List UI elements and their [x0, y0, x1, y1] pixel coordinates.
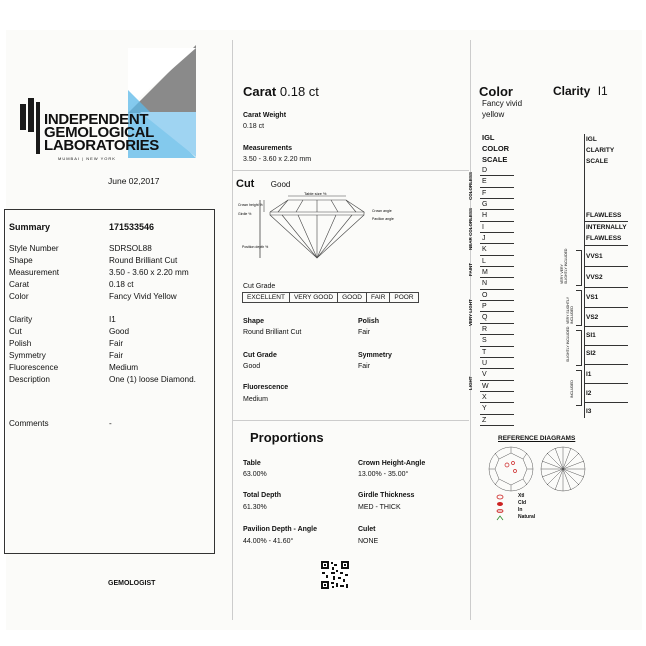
clarity-bracket: [576, 250, 582, 286]
clarity-divider: [584, 266, 628, 267]
color-grade: W: [480, 381, 514, 392]
clarity-group-label: SLIGHTLY INCLUDED: [566, 326, 570, 362]
legend-label: Cld: [518, 500, 527, 506]
color-group-label: LIGHT: [468, 376, 473, 390]
summary-label: Clarity: [9, 315, 33, 324]
color-grade: X: [480, 392, 514, 403]
logo-bar-1: [20, 104, 26, 130]
reference-diagrams: [485, 445, 605, 495]
color-grade: K: [480, 244, 514, 255]
carat-weight-value: 0.18 ct: [243, 123, 265, 130]
summary-label: Color: [9, 292, 29, 301]
color-grade: D: [480, 165, 514, 176]
color-scale-title: [482, 132, 509, 165]
crown-height-angle-label: Crown Height-Angle: [358, 460, 426, 467]
cut-heading-label: Cut: [236, 178, 255, 190]
logo-bar-3: [36, 102, 40, 154]
shape-label: Shape: [243, 318, 265, 325]
logo-sub: MUMBAI | NEW YORK: [58, 156, 116, 161]
clarity-divider: [584, 402, 628, 403]
cut-grade-label: Cut Grade: [243, 352, 277, 359]
symmetry-value: Fair: [358, 363, 371, 370]
fluorescence-value: Medium: [243, 396, 268, 403]
xtl-icon: [496, 494, 506, 500]
clarity-scale-title-line: IGL: [586, 136, 597, 143]
inclusion-mark: [505, 463, 509, 467]
color-grade: T: [480, 347, 514, 358]
color-value-line2: yellow: [482, 110, 505, 119]
color-grade: H: [480, 210, 514, 221]
measurements-value: 3.50 - 3.60 x 2.20 mm: [243, 156, 312, 163]
fluorescence-label: Fluorescence: [243, 384, 289, 391]
cld-icon: [496, 501, 506, 507]
summary-label: Description: [9, 375, 50, 384]
color-grade: R: [480, 324, 514, 335]
color-grade: Q: [480, 312, 514, 323]
color-group-label: COLORLESS: [468, 171, 473, 200]
color-group-label: FAINT: [468, 263, 473, 276]
girdle-thickness-label: Girdle Thickness: [358, 492, 415, 499]
summary-label: Measurement: [9, 268, 60, 277]
polish-value: Fair: [358, 329, 371, 336]
summary-label: Carat: [9, 280, 30, 289]
proportions-title: Proportions: [250, 430, 324, 445]
summary-value: Good: [109, 327, 130, 336]
clarity-scale-line: [584, 134, 585, 418]
clarity-scale-title: [586, 134, 614, 167]
clarity-grade: FLAWLESS: [586, 212, 622, 219]
report-number: 171533546: [109, 222, 155, 232]
logo-line-3: LABORATORIES: [44, 137, 160, 154]
summary-value: I1: [109, 315, 116, 324]
summary-value: One (1) loose Diamond.: [109, 375, 196, 384]
clarity-grade: VS1: [586, 294, 599, 301]
color-value-line1: Fancy vivid: [482, 99, 523, 108]
legend-label: Natural: [518, 514, 536, 520]
table-label: Table: [243, 460, 261, 467]
cut-grade-value: Good: [243, 363, 261, 370]
carat-heading: [243, 84, 319, 99]
comments-value: -: [109, 419, 112, 428]
clarity-scale-title-line: CLARITY: [586, 147, 615, 154]
summary-box: [4, 209, 215, 554]
clarity-bracket: [576, 290, 582, 326]
legend-label: In: [518, 507, 523, 513]
culet-value: NONE: [358, 538, 379, 545]
carat-heading-value: 0.18 ct: [279, 84, 319, 99]
cut-grade-option: GOOD: [338, 293, 367, 302]
clarity-divider: [584, 245, 628, 246]
total-depth-label: Total Depth: [243, 492, 281, 499]
clarity-heading: [553, 84, 608, 98]
inclusion-mark: [512, 462, 515, 465]
cut-grade-title: Cut Grade: [243, 283, 276, 290]
summary-value: Fair: [109, 351, 124, 360]
proportions-divider: [233, 420, 469, 421]
shape-value: Round Brilliant Cut: [243, 329, 302, 336]
clarity-scale-title-line: SCALE: [586, 158, 609, 165]
pavilion-depth-label: Position depth %: [242, 245, 269, 249]
summary-label: Cut: [9, 327, 22, 336]
summary-title: Summary: [9, 222, 51, 232]
summary-label: Symmetry: [9, 351, 46, 360]
summary-value: 3.50 - 3.60 x 2.20 mm: [109, 268, 189, 277]
cut-grade-scale: [242, 292, 419, 303]
clarity-grade: FLAWLESS: [586, 235, 622, 242]
girdle-outline: [270, 212, 364, 215]
divider-right: [470, 40, 471, 620]
pavilion-angle-label: Pavilion angle: [372, 217, 394, 221]
measurements-label: Measurements: [243, 145, 293, 152]
in-icon: [496, 508, 506, 514]
legend-label: Xtl: [518, 493, 525, 499]
clarity-divider: [584, 364, 628, 365]
clarity-bracket: [576, 370, 582, 406]
cut-grade-option: POOR: [394, 294, 414, 301]
divider-left: [232, 40, 233, 620]
summary-value: SDRSOL88: [109, 244, 152, 253]
pavilion-label: Pavilion Depth - Angle: [243, 526, 318, 533]
color-heading: Color: [479, 84, 513, 99]
cut-grade-option: VERY GOOD: [290, 293, 338, 302]
clarity-grade: I1: [586, 371, 592, 378]
color-grade: L: [480, 256, 514, 267]
clarity-grade: INTERNALLY: [586, 224, 627, 231]
summary-label: Shape: [9, 256, 33, 265]
clarity-divider: [584, 307, 628, 308]
cut-grade-option: FAIR: [367, 293, 390, 302]
pavilion-value: 44.00% - 41.60°: [243, 538, 294, 545]
summary-value: 0.18 ct: [109, 280, 134, 289]
color-scale: [480, 165, 514, 426]
comments-label: Comments: [9, 419, 49, 428]
color-grade: G: [480, 199, 514, 210]
table-value: 63.00%: [243, 471, 267, 478]
logo-bar-2: [28, 98, 34, 132]
summary-value: Fancy Vivid Yellow: [109, 292, 177, 301]
clarity-grade: SI2: [586, 350, 596, 357]
summary-value: Medium: [109, 363, 139, 372]
summary-label: Polish: [9, 339, 32, 348]
clarity-group-label: VERY VERY SLIGHTLY INCLUDED: [560, 248, 568, 284]
color-grade: U: [480, 358, 514, 369]
crown-angle-label: Crown angle: [372, 209, 392, 213]
clarity-grade: I3: [586, 408, 592, 415]
clarity-heading-value: I1: [597, 84, 608, 98]
cut-grade-option: EXCELLENT: [243, 293, 290, 302]
cut-divider: [233, 170, 469, 171]
crown-height-angle-value: 13.00% - 35.00°: [358, 471, 409, 478]
color-grade: P: [480, 301, 514, 312]
color-grade: M: [480, 267, 514, 278]
summary-label: Style Number: [9, 244, 59, 253]
polish-label: Polish: [358, 318, 380, 325]
crown-height-label: Crown height %: [238, 203, 263, 207]
symmetry-label: Symmetry: [358, 352, 392, 359]
clarity-grade: I2: [586, 390, 592, 397]
diamond-profile-diagram: [238, 190, 408, 270]
color-grade: S: [480, 335, 514, 346]
color-grade: F: [480, 188, 514, 199]
clarity-divider: [584, 383, 628, 384]
color-group-label: VERY LIGHT: [468, 299, 473, 326]
clarity-grade: SI1: [586, 332, 596, 339]
girdle-label: Girdle %: [238, 212, 252, 216]
color-grade: O: [480, 290, 514, 301]
total-depth-value: 61.30%: [243, 504, 267, 511]
color-grade: Y: [480, 403, 514, 414]
clarity-grade: VVS2: [586, 274, 603, 281]
natural-icon: [496, 515, 506, 521]
report-date: June 02,2017: [108, 176, 160, 186]
girdle-thickness-value: MED - THICK: [358, 504, 401, 511]
summary-label: Fluorescence: [9, 363, 59, 372]
clarity-divider: [584, 287, 628, 288]
color-grade: E: [480, 176, 514, 187]
color-grade: I: [480, 222, 514, 233]
clarity-grade: VS2: [586, 314, 599, 321]
color-scale-title-line: SCALE: [482, 155, 508, 164]
table-size-label: Table size %: [304, 191, 327, 196]
summary-value: Fair: [109, 339, 124, 348]
color-scale-title-line: IGL: [482, 133, 495, 142]
logo-line-1: INDEPENDENT: [44, 111, 149, 128]
color-group-label: NEAR COLORLESS: [468, 207, 473, 250]
logo-line-2: GEMOLOGICAL: [44, 124, 155, 141]
carat-weight-label: Carat Weight: [243, 112, 287, 119]
clarity-divider: [584, 326, 628, 327]
culet-label: Culet: [358, 526, 376, 533]
color-grade: J: [480, 233, 514, 244]
clarity-grade: VVS1: [586, 253, 603, 260]
color-grade: N: [480, 278, 514, 289]
summary-value: Round Brilliant Cut: [109, 256, 178, 265]
inclusion-mark: [514, 470, 517, 473]
qr-code: [320, 560, 350, 590]
reference-diagrams-title: REFERENCE DIAGRAMS: [498, 435, 576, 442]
color-scale-title-line: COLOR: [482, 144, 510, 153]
cut-heading-value: Good: [270, 180, 291, 189]
clarity-divider: [584, 345, 628, 346]
clarity-bracket: [576, 330, 582, 366]
color-grade: V: [480, 369, 514, 380]
clarity-heading-label: Clarity: [553, 84, 591, 98]
color-grade: Z: [480, 415, 514, 426]
gemologist-label: GEMOLOGIST: [108, 580, 156, 587]
clarity-group-label: INCLUDED: [570, 380, 574, 398]
carat-heading-label: Carat: [243, 84, 277, 99]
clarity-group-label: VERY SLIGHTLY INCLUDED: [566, 297, 574, 324]
